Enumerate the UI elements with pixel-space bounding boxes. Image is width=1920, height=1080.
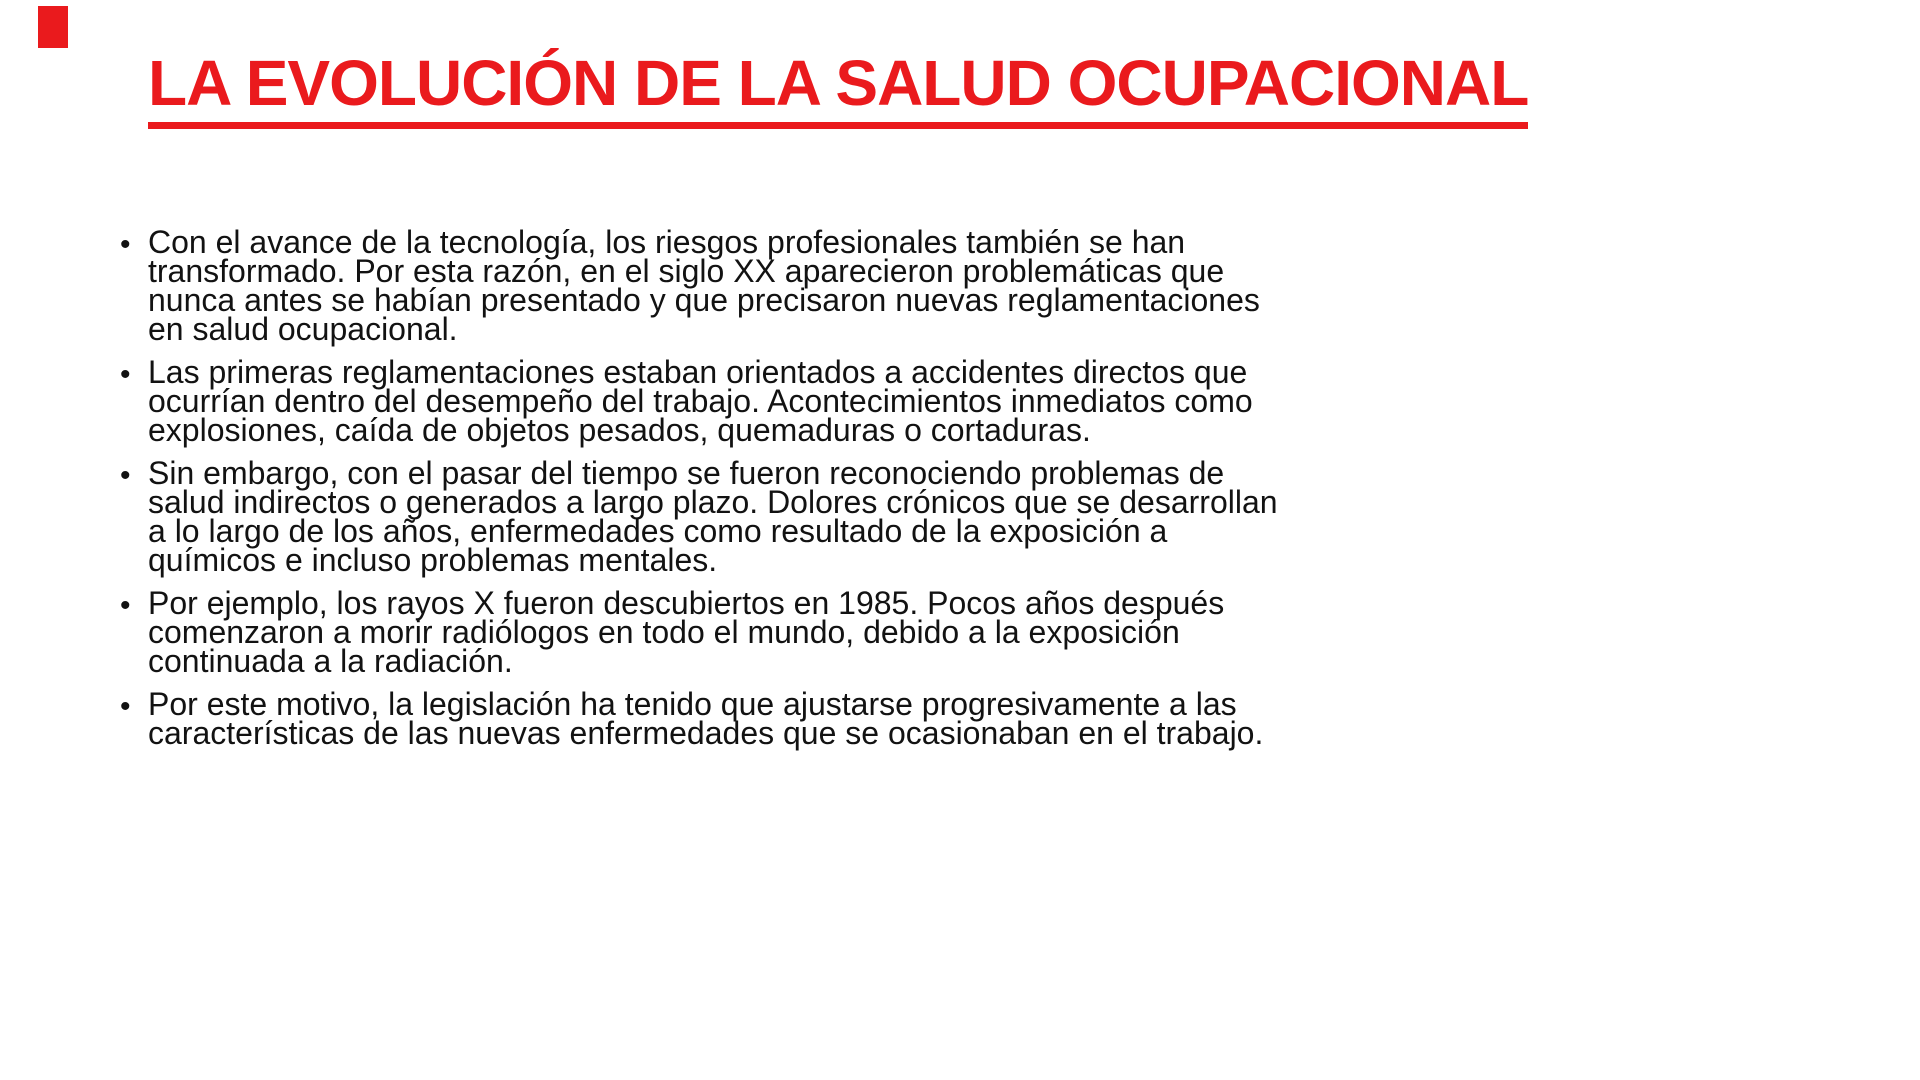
bullet-line: explosiones, caída de objetos pesados, quemaduras o cortaduras. bbox=[148, 412, 1091, 448]
bullet-line: comenzaron a morir radiólogos en todo el mundo, debido a la exposición bbox=[148, 614, 1180, 650]
bullet-item bbox=[120, 455, 1820, 578]
bullet-line: Con el avance de la tecnología, los riesgos profesionales también se han bbox=[148, 224, 1186, 260]
bullet-line: Por este motivo, la legislación ha tenido que ajustarse progresivamente a las bbox=[148, 686, 1237, 722]
bullet-marker: • bbox=[120, 690, 131, 723]
bullet-item bbox=[120, 354, 1820, 448]
bullet-marker: • bbox=[120, 358, 131, 391]
bullet-marker: • bbox=[120, 589, 131, 622]
bullet-line: Sin embargo, con el pasar del tiempo se fueron reconociendo problemas de bbox=[148, 455, 1225, 491]
bullet-text bbox=[148, 354, 1820, 448]
bullet-line: químicos e incluso problemas mentales. bbox=[148, 542, 718, 578]
bullet-marker: • bbox=[120, 228, 131, 261]
bullet-item bbox=[120, 585, 1820, 679]
bullet-text bbox=[148, 224, 1820, 347]
bullet-line: Las primeras reglamentaciones estaban orientados a accidentes directos que bbox=[148, 354, 1248, 390]
bullet-line: a lo largo de los años, enfermedades como resultado de la exposición a bbox=[148, 513, 1168, 549]
bullet-text bbox=[148, 585, 1820, 679]
bullet-line: transformado. Por esta razón, en el siglo XX aparecieron problemáticas que bbox=[148, 253, 1225, 289]
bullet-line: en salud ocupacional. bbox=[148, 311, 458, 347]
bullet-line: características de las nuevas enfermedades que se ocasionaban en el trabajo. bbox=[148, 715, 1264, 751]
bullet-line: continuada a la radiación. bbox=[148, 643, 513, 679]
slide-title: LA EVOLUCIÓN DE LA SALUD OCUPACIONAL bbox=[148, 50, 1528, 129]
bullet-item bbox=[120, 686, 1820, 751]
corner-accent-bar bbox=[38, 6, 68, 48]
bullet-text bbox=[148, 455, 1820, 578]
bullet-item bbox=[120, 224, 1820, 347]
bullet-line: ocurrían dentro del desempeño del trabajo. Acontecimientos inmediatos como bbox=[148, 383, 1253, 419]
bullet-line: nunca antes se habían presentado y que precisaron nuevas reglamentaciones bbox=[148, 282, 1260, 318]
bullet-text bbox=[148, 686, 1820, 751]
bullet-line: salud indirectos o generados a largo plazo. Dolores crónicos que se desarrollan bbox=[148, 484, 1278, 520]
slide-body bbox=[120, 224, 1820, 762]
bullet-line: Por ejemplo, los rayos X fueron descubiertos en 1985. Pocos años después bbox=[148, 585, 1225, 621]
bullet-marker: • bbox=[120, 459, 131, 492]
